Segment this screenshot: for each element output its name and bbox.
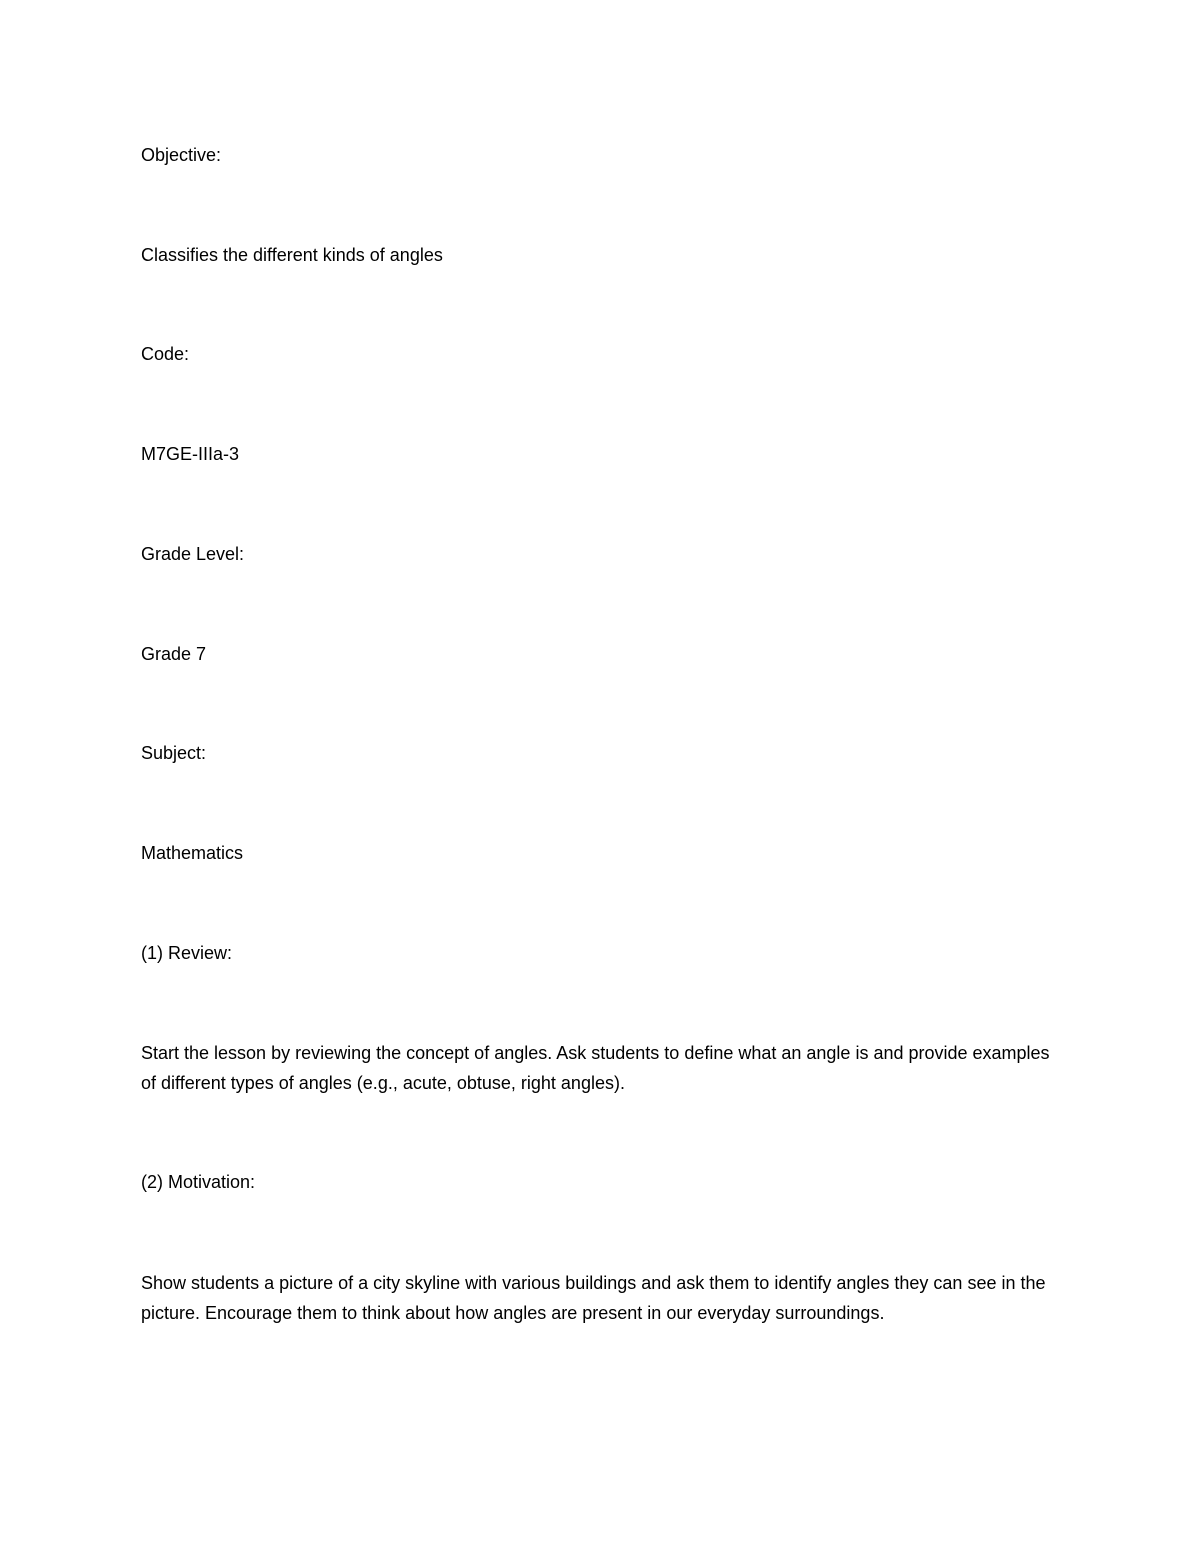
code-label: Code: xyxy=(141,344,190,364)
motivation-paragraph: Show students a picture of a city skyline with various buildings and ask them to identify angles they can see in the picture. Encourage them to think about how angles are present in our everyday surroundings. xyxy=(141,1273,1046,1323)
review-paragraph: Start the lesson by reviewing the concept of angles. Ask students to define what an angle is and provide examples of different types of angles (e.g., acute, obtuse, right angles). xyxy=(141,1043,1050,1093)
motivation-heading: (2) Motivation: xyxy=(141,1172,256,1192)
grade-level-label: Grade Level: xyxy=(141,544,245,564)
objective-value: Classifies the different kinds of angles xyxy=(141,245,443,265)
subject-label: Subject: xyxy=(141,743,207,763)
subject-value: Mathematics xyxy=(141,843,244,863)
grade-level-value: Grade 7 xyxy=(141,644,207,664)
review-heading: (1) Review: xyxy=(141,943,233,963)
objective-label: Objective: xyxy=(141,145,222,165)
code-value: M7GE-IIIa-3 xyxy=(141,444,240,464)
